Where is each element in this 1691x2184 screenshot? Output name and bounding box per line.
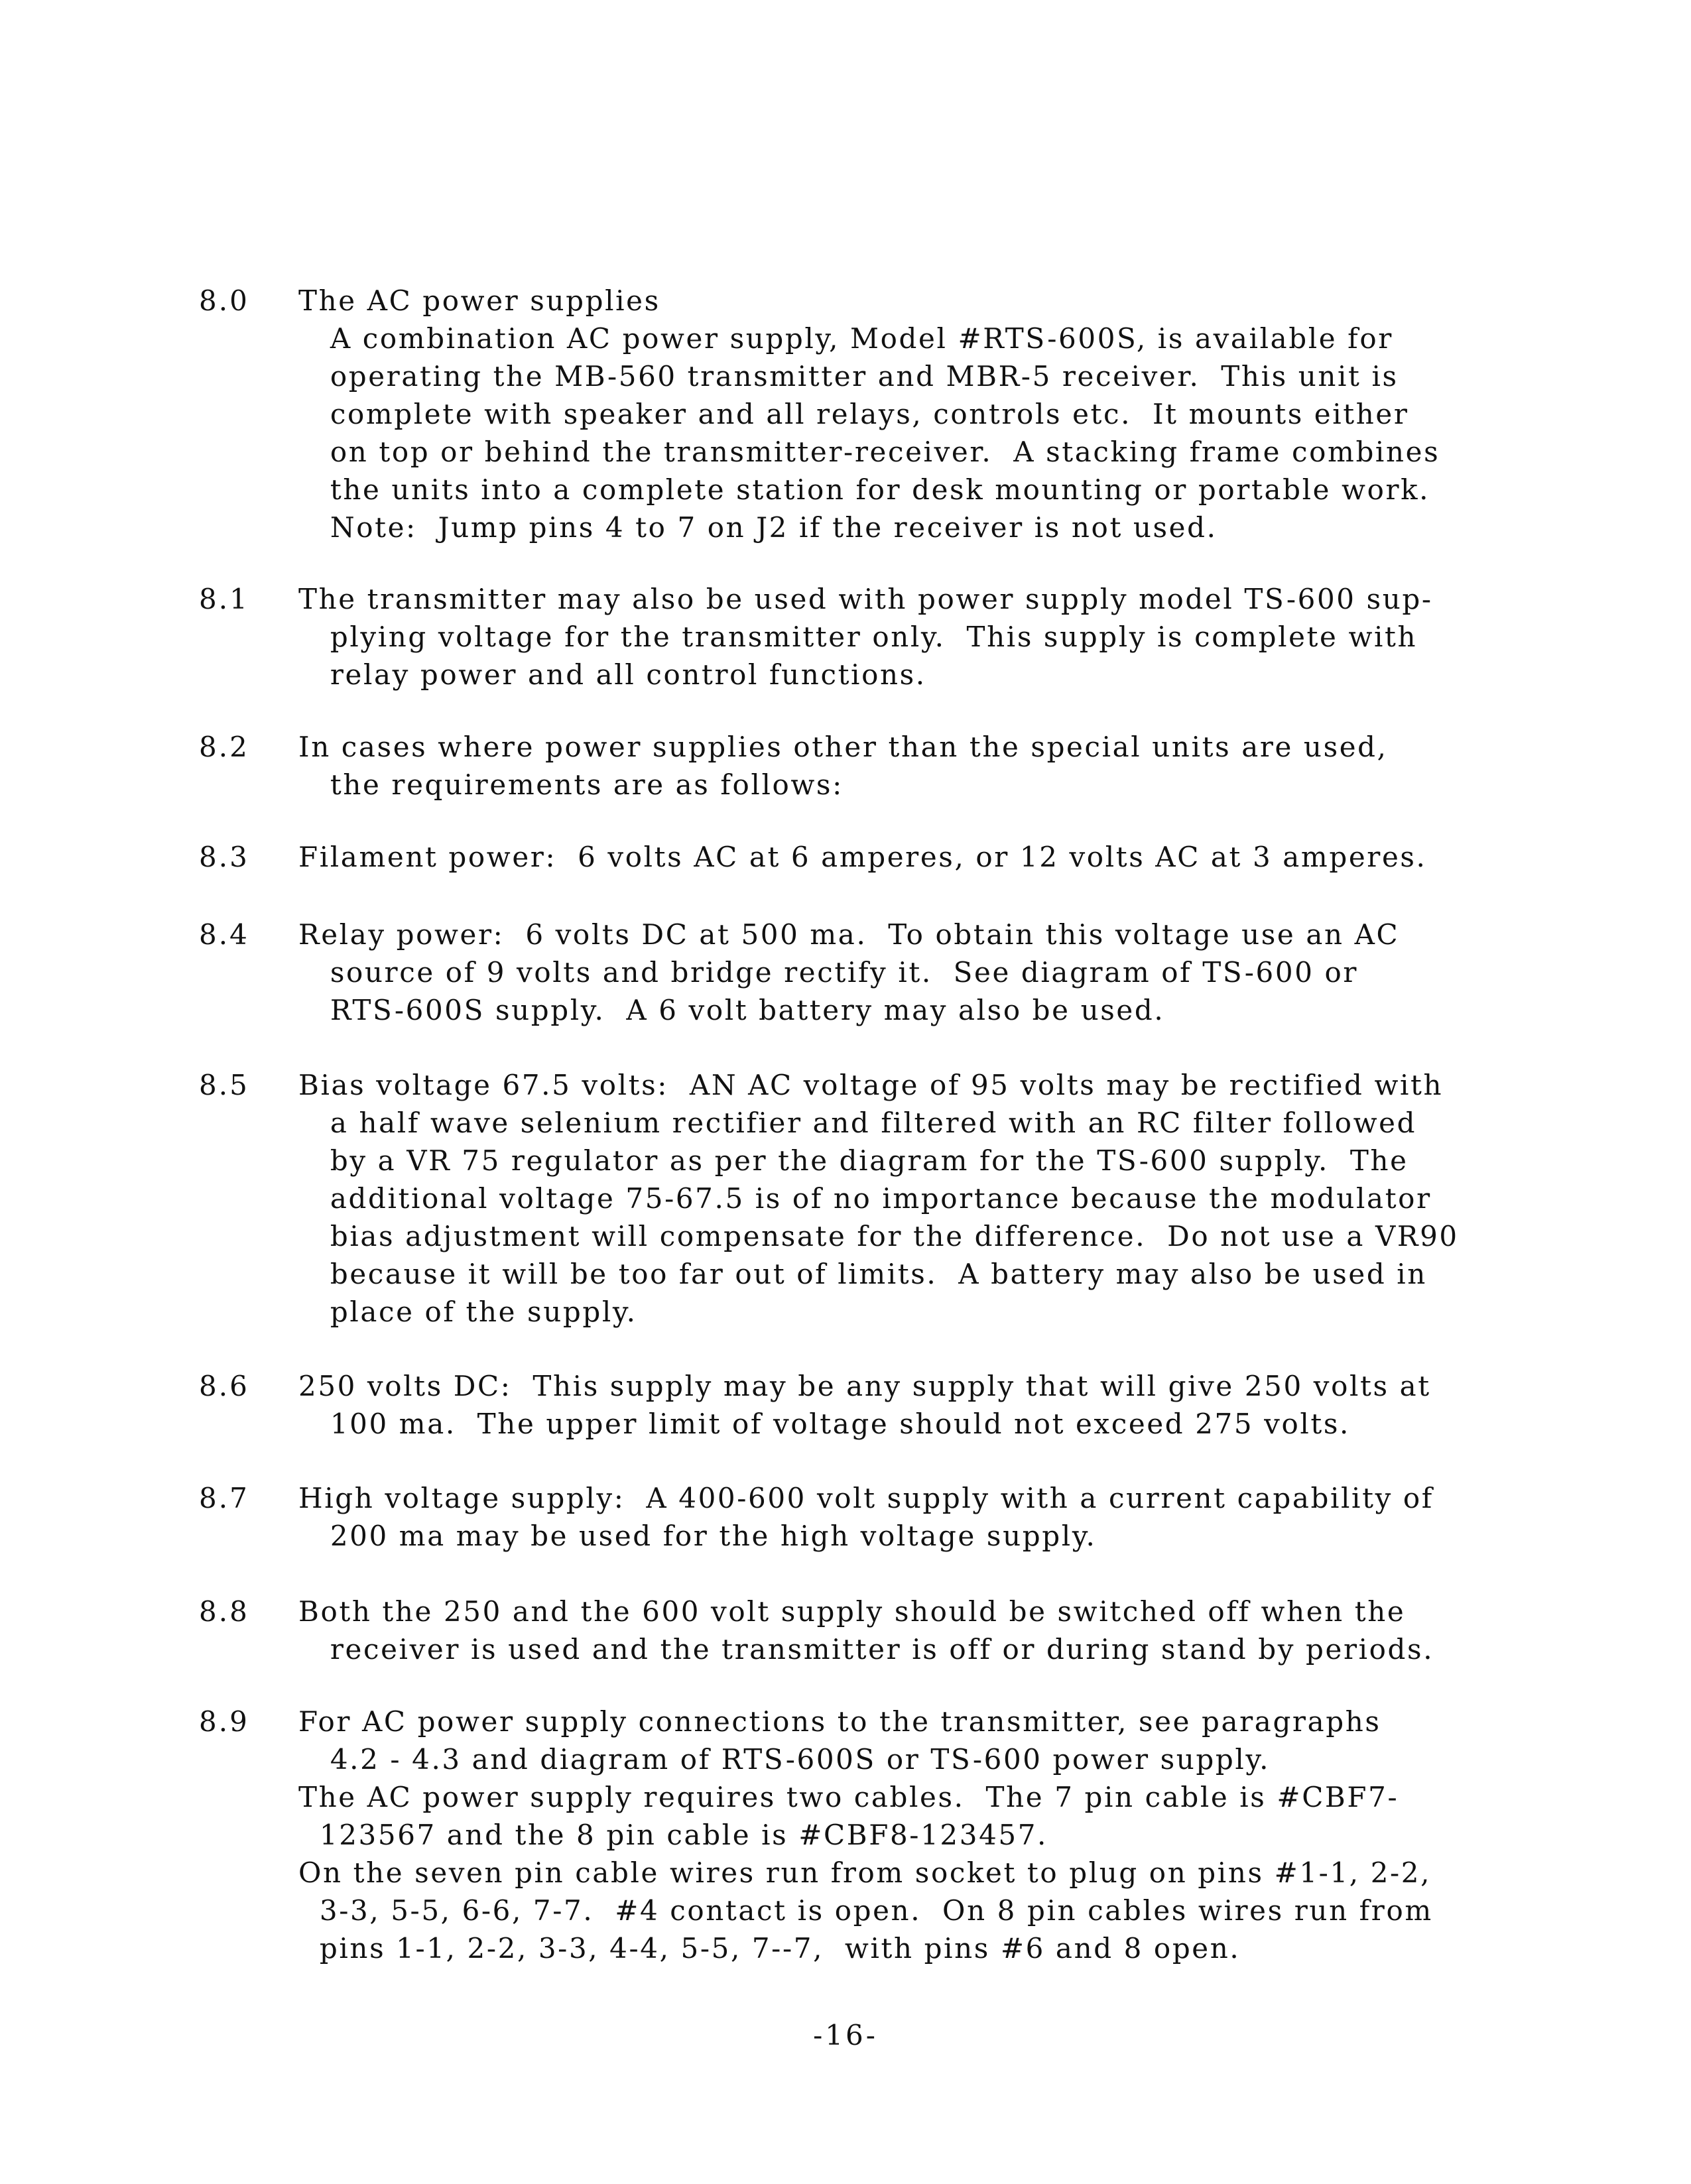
text-line: 250 volts DC: This supply may be any supply that will give 250 volts at: [298, 1370, 1431, 1402]
text-line: relay power and all control functions.: [298, 658, 926, 691]
section-text: [298, 1367, 1431, 1443]
text-line: receiver is used and the transmitter is off or during stand by periods.: [298, 1633, 1434, 1666]
section-number: 8.8: [199, 1595, 249, 1628]
text-line: The AC power supply requires two cables. The 7 pin cable is #CBF7-: [298, 1781, 1399, 1813]
section-number: 8.3: [199, 841, 249, 873]
text-line: place of the supply.: [298, 1296, 637, 1328]
text-line: bias adjustment will compensate for the difference. Do not use a VR90: [298, 1220, 1459, 1252]
section-text: [298, 1066, 1459, 1331]
section-number: 8.1: [199, 583, 249, 615]
text-line: operating the MB-560 transmitter and MBR-5 receiver. This unit is: [298, 360, 1399, 393]
text-line: a half wave selenium rectifier and filtered with an RC filter followed: [298, 1107, 1417, 1139]
text-line: the requirements are as follows:: [298, 768, 844, 801]
section-text: [298, 282, 1440, 546]
page-number: -16-: [813, 2019, 878, 2051]
section-text: [298, 580, 1433, 694]
text-line: 100 ma. The upper limit of voltage should not exceed 275 volts.: [298, 1408, 1350, 1440]
text-line: plying voltage for the transmitter only. This supply is complete with: [298, 621, 1418, 653]
text-line: A combination AC power supply, Model #RTS-600S, is available for: [298, 322, 1393, 355]
text-line: because it will be too far out of limits. A battery may also be used in: [298, 1258, 1427, 1290]
text-line: High voltage supply: A 400-600 volt supply with a current capability of: [298, 1482, 1434, 1514]
section-text: [298, 916, 1399, 1029]
section-text: [298, 1479, 1434, 1555]
text-line: The AC power supplies: [298, 284, 660, 317]
section-number: 8.9: [199, 1705, 249, 1738]
text-line: In cases where power supplies other than the special units are used,: [298, 731, 1388, 763]
text-line: 4.2 - 4.3 and diagram of RTS-600S or TS-600 power supply.: [298, 1743, 1271, 1776]
text-line: 3-3, 5-5, 6-6, 7-7. #4 contact is open. On 8 pin cables wires run from: [298, 1894, 1433, 1927]
text-line: pins 1-1, 2-2, 3-3, 4-4, 5-5, 7--7, with pins #6 and 8 open.: [298, 1932, 1241, 1965]
text-line: additional voltage 75-67.5 is of no importance because the modulator: [298, 1182, 1432, 1215]
text-line: Bias voltage 67.5 volts: AN AC voltage of 95 volts may be rectified with: [298, 1069, 1444, 1101]
text-line: on top or behind the transmitter-receiver. A stacking frame combines: [298, 436, 1440, 468]
section-text: [298, 1703, 1433, 1967]
section-text: [298, 728, 1388, 804]
section-number: 8.7: [199, 1482, 249, 1514]
section-number: 8.6: [199, 1370, 249, 1402]
section-text: [298, 1593, 1434, 1668]
text-line: Both the 250 and the 600 volt supply should be switched off when the: [298, 1595, 1406, 1628]
text-line: complete with speaker and all relays, controls etc. It mounts either: [298, 398, 1409, 430]
text-line: Filament power: 6 volts AC at 6 amperes, or 12 volts AC at 3 amperes.: [298, 841, 1427, 873]
text-line: Note: Jump pins 4 to 7 on J2 if the receiver is not used.: [298, 511, 1218, 544]
section-number: 8.5: [199, 1069, 249, 1101]
text-line: For AC power supply connections to the transmitter, see paragraphs: [298, 1705, 1381, 1738]
section-number: 8.4: [199, 918, 249, 951]
text-line: RTS-600S supply. A 6 volt battery may also be used.: [298, 994, 1165, 1026]
text-line: 123567 and the 8 pin cable is #CBF8-123457.: [298, 1819, 1048, 1851]
text-line: source of 9 volts and bridge rectify it. See diagram of TS-600 or: [298, 956, 1359, 989]
text-line: 200 ma may be used for the high voltage supply.: [298, 1520, 1097, 1552]
text-line: The transmitter may also be used with power supply model TS-600 sup-: [298, 583, 1433, 615]
section-number: 8.0: [199, 284, 249, 317]
text-line: the units into a complete station for desk mounting or portable work.: [298, 473, 1430, 506]
text-line: by a VR 75 regulator as per the diagram for the TS-600 supply. The: [298, 1144, 1409, 1177]
text-line: Relay power: 6 volts DC at 500 ma. To obtain this voltage use an AC: [298, 918, 1400, 951]
section-number: 8.2: [199, 731, 249, 763]
text-line: On the seven pin cable wires run from socket to plug on pins #1-1, 2-2,: [298, 1856, 1432, 1889]
section-text: [298, 838, 1427, 876]
